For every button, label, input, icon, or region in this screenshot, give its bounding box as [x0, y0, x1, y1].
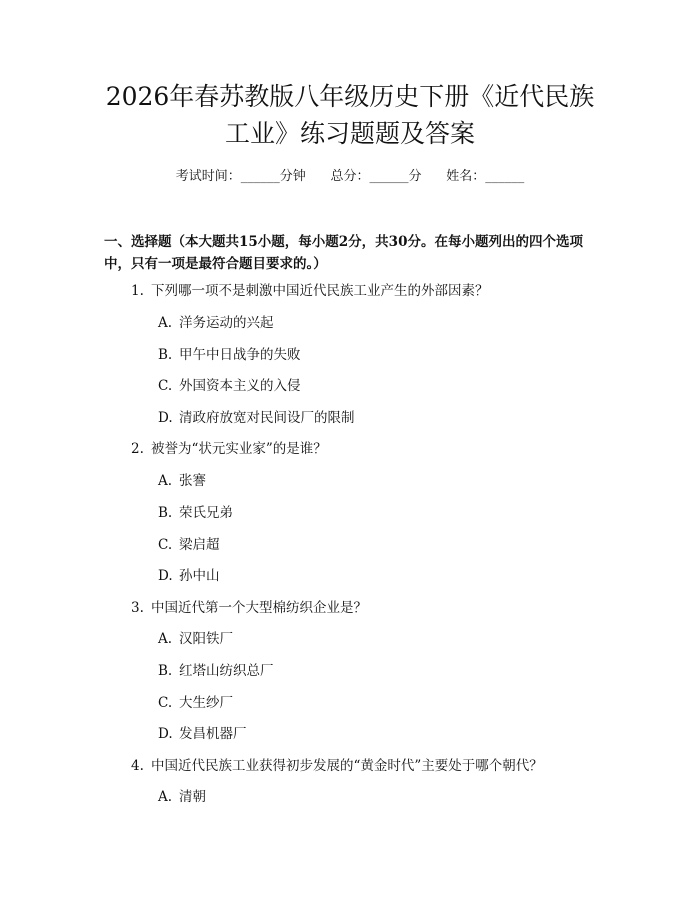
- option-text: 大生纱厂: [179, 695, 233, 711]
- option-text: 红塔山纺织总厂: [179, 663, 274, 679]
- question-3-option-d: [158, 724, 247, 744]
- question-3-option-c: [158, 693, 233, 713]
- exam-info-line: 考试时间：______分钟 总分：______分 姓名：______: [175, 169, 525, 184]
- option-text: 清朝: [179, 789, 206, 805]
- option-letter: B.: [158, 663, 173, 679]
- question-number: 3.: [131, 600, 144, 616]
- question-3-option-a: [158, 629, 233, 649]
- option-text: 外国资本主义的入侵: [179, 378, 301, 394]
- option-text: 汉阳铁厂: [179, 631, 233, 647]
- question-text: 中国近代第一个大型棉纺织企业是？: [151, 600, 367, 616]
- option-letter: D.: [158, 568, 173, 584]
- option-letter: A.: [158, 789, 173, 805]
- document-title: [60, 78, 640, 152]
- question-2-option-a: [158, 471, 206, 491]
- question-2-option-c: [158, 535, 220, 555]
- question-3: [131, 598, 367, 618]
- option-letter: B.: [158, 347, 173, 363]
- option-letter: D.: [158, 726, 173, 742]
- option-text: 甲午中日战争的失败: [179, 347, 301, 363]
- option-letter: A.: [158, 473, 173, 489]
- question-text: 被誉为“状元实业家”的是谁？: [151, 441, 327, 457]
- question-1: [131, 281, 489, 301]
- question-3-option-b: [158, 661, 274, 681]
- question-text: 下列哪一项不是刺激中国近代民族工业产生的外部因素？: [151, 283, 489, 299]
- question-2: [131, 439, 327, 459]
- question-number: 4.: [131, 758, 144, 774]
- question-1-option-a: [158, 313, 274, 333]
- option-text: 孙中山: [179, 568, 220, 584]
- option-letter: C.: [158, 695, 173, 711]
- option-text: 清政府放宽对民间设厂的限制: [179, 410, 355, 426]
- question-number: 2.: [131, 441, 144, 457]
- question-1-option-c: [158, 376, 301, 396]
- option-text: 梁启超: [179, 537, 220, 553]
- title-line-2: 工业》练习题题及答案: [224, 119, 475, 148]
- question-2-option-b: [158, 503, 233, 523]
- option-text: 发昌机器厂: [179, 726, 247, 742]
- option-text: 张謇: [179, 473, 206, 489]
- question-number: 1.: [131, 283, 144, 299]
- option-letter: A.: [158, 315, 173, 331]
- question-2-option-d: [158, 566, 220, 586]
- option-letter: B.: [158, 505, 173, 521]
- option-text: 荣氏兄弟: [179, 505, 233, 521]
- question-4: [131, 756, 543, 776]
- question-text: 中国近代民族工业获得初步发展的“黄金时代”主要处于哪个朝代？: [151, 758, 543, 774]
- question-4-option-a: [158, 787, 206, 807]
- section-heading: 一、选择题（本大题共15小题，每小题2分，共30分。在每小题列出的四个选项中，只有一项是最符合题目要求的。）: [104, 234, 583, 272]
- option-text: 洋务运动的兴起: [179, 315, 274, 331]
- option-letter: C.: [158, 378, 173, 394]
- option-letter: D.: [158, 410, 173, 426]
- title-line-1: 2026年春苏教版八年级历史下册《近代民族: [105, 82, 595, 111]
- option-letter: A.: [158, 631, 173, 647]
- question-1-option-d: [158, 408, 355, 428]
- option-letter: C.: [158, 537, 173, 553]
- question-1-option-b: [158, 345, 301, 365]
